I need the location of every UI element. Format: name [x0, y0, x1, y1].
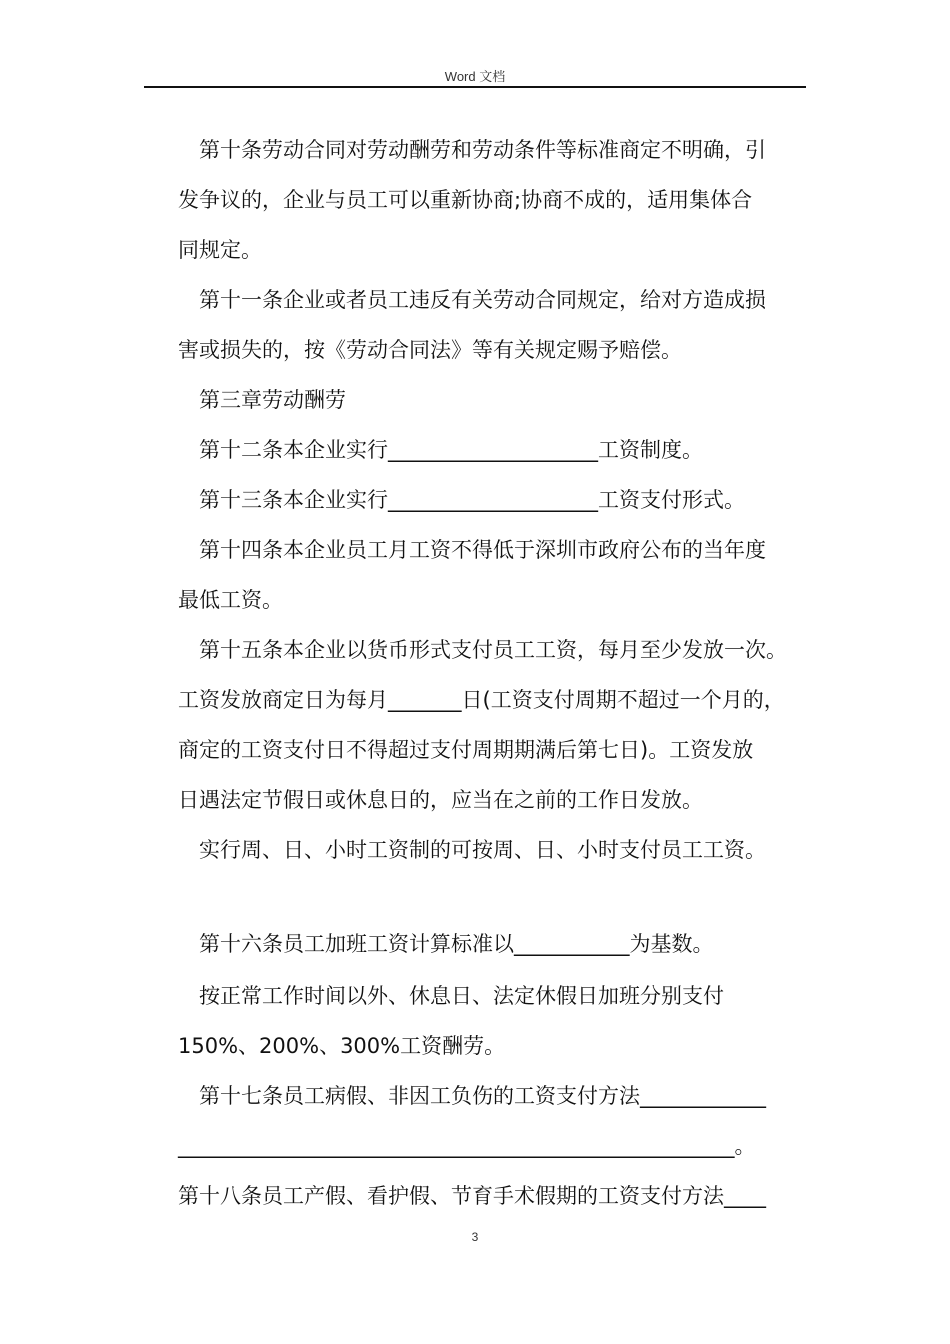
header-divider [144, 86, 806, 88]
page-number: 3 [471, 1230, 479, 1244]
body-line: 第十六条员工加班工资计算标准以___________为基数。 [199, 932, 714, 956]
body-line: 第十一条企业或者员工违反有关劳动合同规定，给对方造成损 [199, 288, 766, 312]
body-line: 日遇法定节假日或休息日的，应当在之前的工作日发放。 [178, 788, 703, 812]
body-line: 发争议的，企业与员工可以重新协商;协商不成的，适用集体合 [178, 188, 753, 212]
body-line: 最低工资。 [178, 588, 283, 612]
body-line: 第十七条员工病假、非因工负伤的工资支付方法____________ [199, 1084, 766, 1108]
body-line: 第十八条员工产假、看护假、节育手术假期的工资支付方法____ [178, 1184, 766, 1208]
body-line: 同规定。 [178, 238, 262, 262]
body-line: 第十二条本企业实行____________________工资制度。 [199, 438, 703, 462]
body-line: 实行周、日、小时工资制的可按周、日、小时支付员工工资。 [199, 838, 766, 862]
body-line: 150%、200%、300%工资酬劳。 [178, 1034, 506, 1058]
chapter-heading: 第三章劳动酬劳 [199, 388, 346, 412]
body-line: 害或损失的，按《劳动合同法》等有关规定赐予赔偿。 [178, 338, 682, 362]
body-line: 工资发放商定日为每月_______日(工资支付周期不超过一个月的， [178, 688, 785, 712]
body-line: 第十条劳动合同对劳动酬劳和劳动条件等标准商定不明确，引 [199, 138, 766, 162]
body-line: _____________________________________________________。 [178, 1134, 756, 1158]
body-line: 第十五条本企业以货币形式支付员工工资，每月至少发放一次。 [199, 638, 787, 662]
body-line: 第十三条本企业实行____________________工资支付形式。 [199, 488, 745, 512]
body-line: 商定的工资支付日不得超过支付周期期满后第七日)。工资发放 [178, 738, 754, 762]
header-title: Word 文档 [444, 69, 506, 84]
body-line: 第十四条本企业员工月工资不得低于深圳市政府公布的当年度 [199, 538, 766, 562]
body-line: 按正常工作时间以外、休息日、法定休假日加班分别支付 [199, 984, 724, 1008]
